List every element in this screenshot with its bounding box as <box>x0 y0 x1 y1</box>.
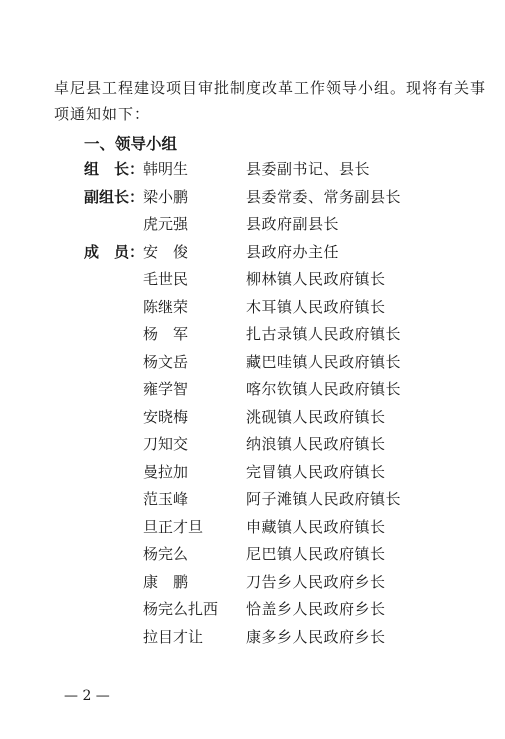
member-row <box>0 321 505 349</box>
intro-text-line-2: 项通知如下： <box>54 105 151 123</box>
member-name: 范玉峰 <box>143 490 189 508</box>
member-title: 喀尔钦镇人民政府镇长 <box>246 380 402 398</box>
section-heading: 一、领导小组 <box>84 135 178 153</box>
member-title: 县政府副县长 <box>246 215 340 233</box>
member-title: 恰盖乡人民政府乡长 <box>246 600 386 618</box>
member-title: 藏巴哇镇人民政府镇长 <box>246 352 402 371</box>
member-list <box>0 156 505 651</box>
member-row <box>0 459 505 487</box>
member-title: 洮砚镇人民政府镇长 <box>246 407 386 426</box>
member-row <box>0 514 505 542</box>
member-row <box>0 376 505 404</box>
member-role: 成 员： <box>84 242 145 261</box>
member-name: 虎元强 <box>143 215 189 233</box>
page-number: — 2 — <box>64 688 110 704</box>
member-row <box>0 211 505 239</box>
member-row <box>0 624 505 652</box>
member-title: 木耳镇人民政府镇长 <box>246 297 386 316</box>
member-name: 刀知交 <box>143 435 189 453</box>
member-name: 安晓梅 <box>143 407 189 426</box>
member-title: 完冒镇人民政府镇长 <box>246 462 386 481</box>
member-name: 梁小鹏 <box>143 187 189 206</box>
member-role: 组 长： <box>84 160 145 178</box>
member-name: 韩明生 <box>143 160 189 178</box>
member-name: 杨文岳 <box>143 352 189 371</box>
member-name: 杨完么 <box>143 545 189 563</box>
member-role: 副组长： <box>84 187 145 206</box>
member-title: 柳林镇人民政府镇长 <box>246 270 386 288</box>
member-row <box>0 239 505 267</box>
member-title: 康多乡人民政府乡长 <box>246 627 386 646</box>
member-name: 毛世民 <box>143 270 189 288</box>
member-title: 扎古录镇人民政府镇长 <box>246 325 402 343</box>
member-row <box>0 266 505 294</box>
member-title: 尼巴镇人民政府镇长 <box>246 545 386 563</box>
member-name: 雍学智 <box>143 380 189 398</box>
member-name: 陈继荣 <box>143 297 189 316</box>
member-title: 县委常委、常务副县长 <box>246 187 402 206</box>
member-name: 安 俊 <box>143 242 189 261</box>
member-name: 杨完么扎西 <box>143 600 219 618</box>
member-row <box>0 569 505 597</box>
member-name: 旦正才旦 <box>143 517 204 536</box>
member-title: 县委副书记、县长 <box>246 160 371 178</box>
member-title: 阿子滩镇人民政府镇长 <box>246 490 402 508</box>
member-row <box>0 404 505 432</box>
member-title: 申藏镇人民政府镇长 <box>246 517 386 536</box>
intro-text-line-1: 卓尼县工程建设项目审批制度改革工作领导小组。现将有关事 <box>54 79 487 97</box>
member-name: 康 鹏 <box>143 572 189 591</box>
member-title: 县政府办主任 <box>246 242 340 261</box>
member-row <box>0 541 505 569</box>
member-title: 纳浪镇人民政府镇长 <box>246 435 386 453</box>
member-name: 杨 军 <box>143 325 189 343</box>
member-row <box>0 349 505 377</box>
member-row <box>0 184 505 212</box>
member-name: 曼拉加 <box>143 462 189 481</box>
member-row <box>0 294 505 322</box>
member-name: 拉目才让 <box>143 627 204 646</box>
member-row <box>0 156 505 184</box>
member-title: 刀告乡人民政府乡长 <box>246 572 386 591</box>
member-row <box>0 596 505 624</box>
member-row <box>0 431 505 459</box>
member-row <box>0 486 505 514</box>
